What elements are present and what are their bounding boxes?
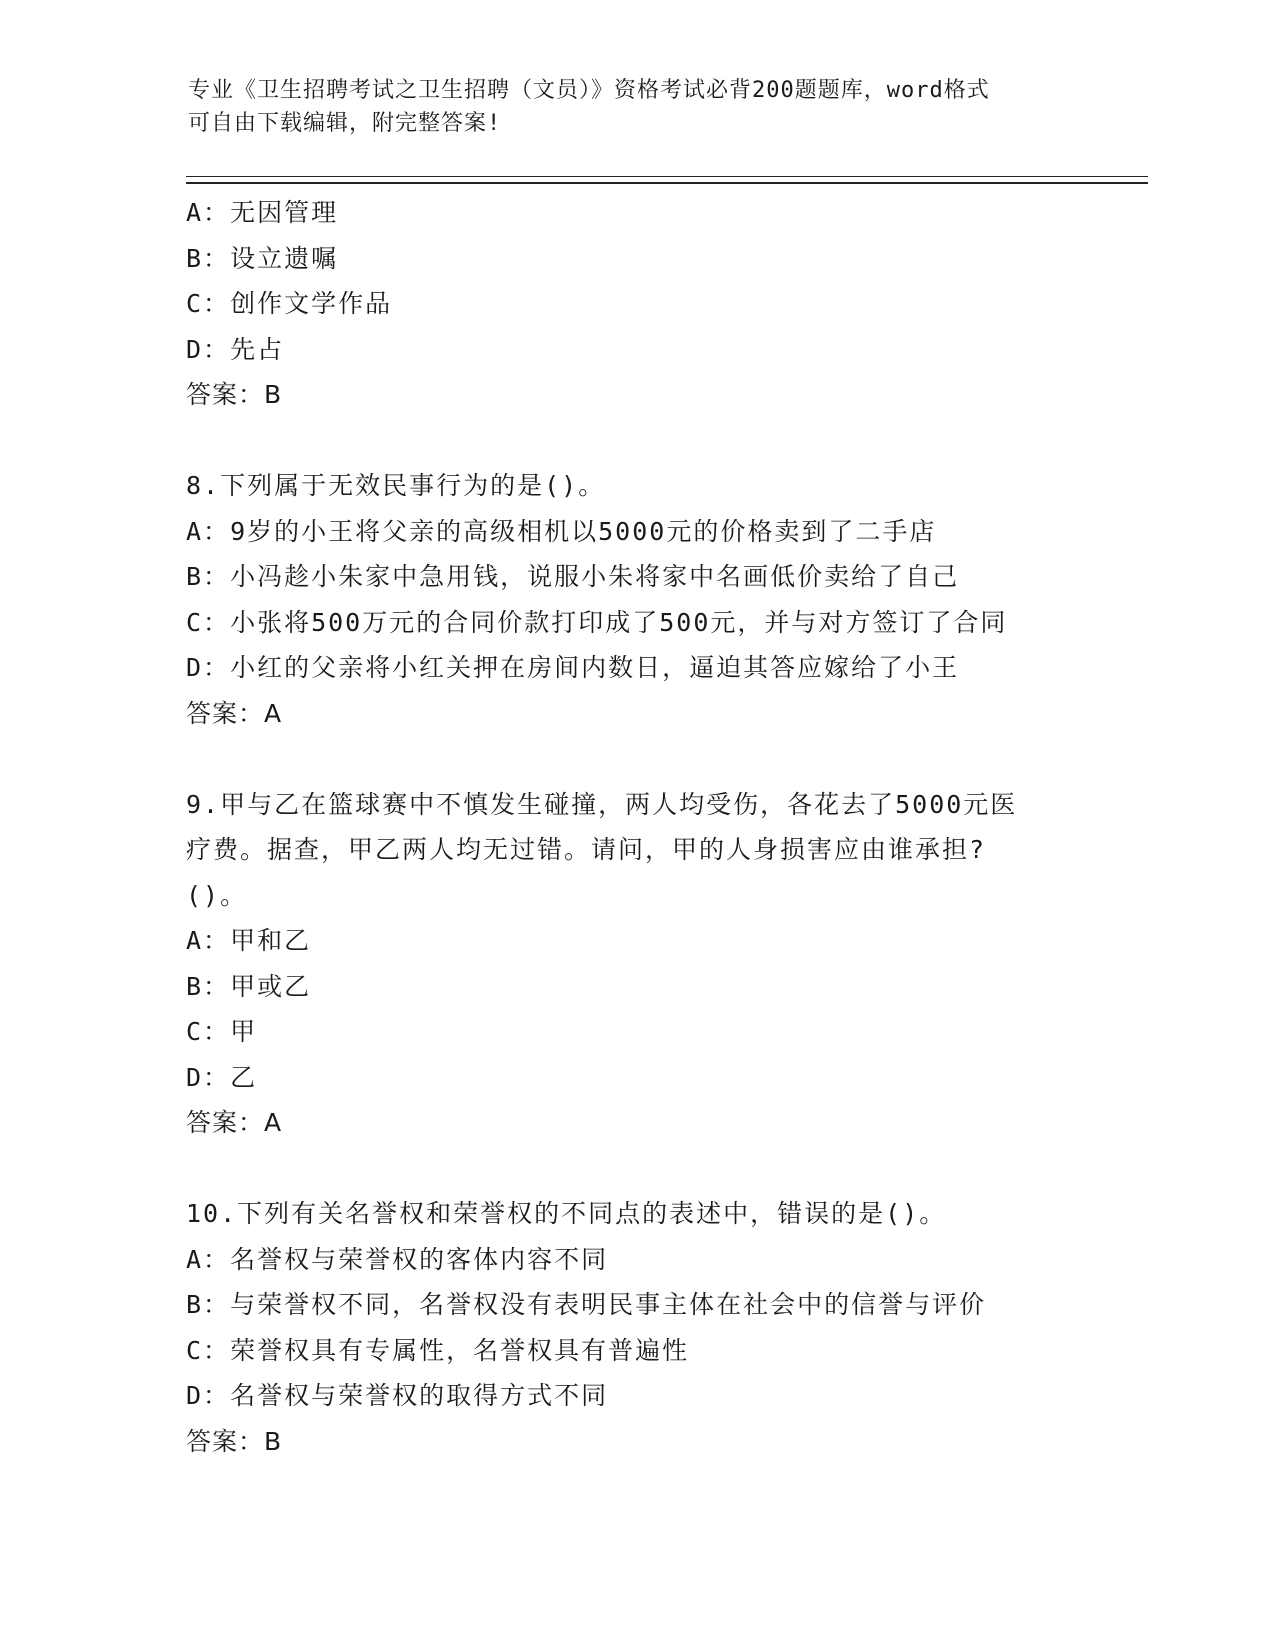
option-letter: B：	[186, 1290, 231, 1319]
option-d	[186, 327, 1086, 373]
option-letter: C：	[186, 289, 231, 318]
option-letter: A：	[186, 198, 231, 227]
option-text: 先占	[230, 334, 285, 364]
answer-line: 答案：B	[186, 1426, 283, 1456]
document-header	[188, 74, 1068, 140]
option-text: 创作文学作品	[230, 289, 393, 318]
option-text: 无因管理	[230, 198, 339, 227]
option-letter: C：	[186, 1335, 231, 1365]
question-7-tail	[186, 190, 1086, 418]
option-c	[186, 281, 1086, 327]
answer-line: 答案：A	[186, 1108, 283, 1137]
question-stem-line-3: ()。	[186, 880, 248, 910]
spacer	[186, 418, 1086, 464]
option-text: 小冯趁小朱家中急用钱，说服小朱将家中名画低价卖给了自己	[230, 562, 960, 591]
question-stem-line-1: 9.甲与乙在篮球赛中不慎发生碰撞，两人均受伤，各花去了5000元医	[186, 789, 1018, 819]
option-letter: B：	[186, 243, 231, 273]
question-8	[186, 463, 1086, 736]
option-text: 甲或乙	[230, 971, 312, 1001]
option-a	[186, 190, 1086, 236]
option-a	[186, 509, 1086, 555]
header-divider	[186, 176, 1148, 184]
option-a	[186, 918, 1086, 964]
option-text: 甲和乙	[230, 926, 312, 955]
option-text: 小张将500万元的合同价款打印成了500元，并与对方签订了合同	[230, 607, 1008, 637]
spacer	[186, 736, 1086, 782]
question-stem-line-2: 疗费。据查，甲乙两人均无过错。请问，甲的人身损害应由谁承担?	[186, 835, 987, 864]
option-letter: A：	[186, 926, 231, 955]
option-b	[186, 554, 1086, 600]
option-text: 名誉权与荣誉权的客体内容不同	[230, 1244, 609, 1274]
option-letter: B：	[186, 562, 231, 591]
option-text: 荣誉权具有专属性，名誉权具有普遍性	[230, 1335, 690, 1365]
question-stem: 10.下列有关名誉权和荣誉权的不同点的表述中，错误的是()。	[186, 1199, 947, 1228]
option-d	[186, 1055, 1086, 1101]
header-title-line-2: 可自由下载编辑，附完整答案!	[188, 111, 502, 136]
option-b	[186, 1282, 1086, 1328]
answer-line: 答案：B	[186, 380, 283, 409]
option-d	[186, 1373, 1086, 1419]
option-a	[186, 1237, 1086, 1283]
option-text: 小红的父亲将小红关押在房间内数日，逼迫其答应嫁给了小王	[230, 653, 960, 682]
option-c	[186, 1009, 1086, 1055]
question-9	[186, 782, 1086, 1146]
option-text: 与荣誉权不同，名誉权没有表明民事主体在社会中的信誉与评价	[230, 1290, 987, 1319]
question-stem: 8.下列属于无效民事行为的是()。	[186, 471, 606, 500]
option-b	[186, 964, 1086, 1010]
option-letter: D：	[186, 334, 231, 364]
option-letter: C：	[186, 1017, 231, 1046]
option-c	[186, 1328, 1086, 1374]
option-text: 设立遗嘱	[230, 243, 339, 273]
spacer	[186, 1146, 1086, 1192]
option-d	[186, 645, 1086, 691]
question-10	[186, 1191, 1086, 1464]
option-c	[186, 600, 1086, 646]
option-b	[186, 236, 1086, 282]
header-title-line-1: 专业《卫生招聘考试之卫生招聘（文员）》资格考试必背200题题库，word格式	[188, 78, 990, 103]
option-text: 9岁的小王将父亲的高级相机以5000元的价格卖到了二手店	[230, 516, 937, 546]
option-letter: B：	[186, 971, 231, 1001]
option-text: 名誉权与荣誉权的取得方式不同	[230, 1381, 609, 1410]
answer-line: 答案：A	[186, 698, 283, 728]
option-letter: D：	[186, 1062, 231, 1092]
option-letter: A：	[186, 516, 231, 546]
option-letter: A：	[186, 1244, 231, 1274]
option-letter: D：	[186, 653, 231, 682]
option-text: 乙	[230, 1062, 258, 1092]
option-text: 甲	[230, 1017, 258, 1046]
option-letter: D：	[186, 1381, 231, 1410]
question-list	[186, 190, 1086, 1464]
option-letter: C：	[186, 607, 231, 637]
